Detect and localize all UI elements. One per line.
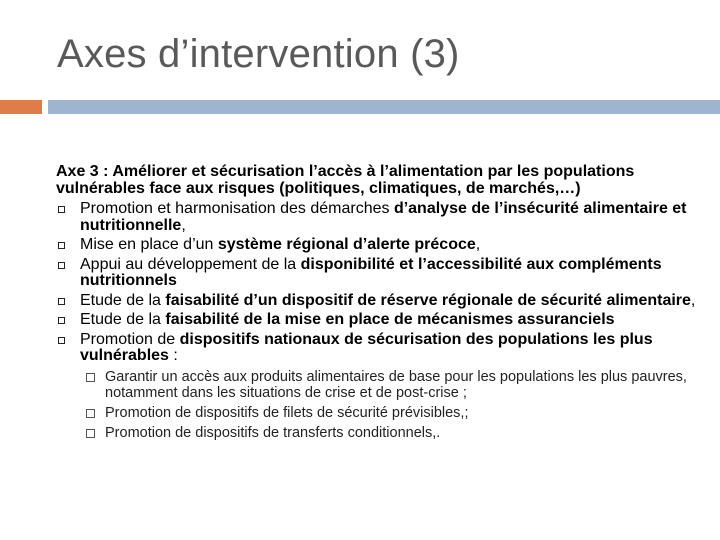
bullet-item <box>56 312 700 329</box>
sub-bullet-item <box>56 425 700 441</box>
bullet-text: Promotion et harmonisation des démarches <box>80 200 394 217</box>
square-bullet-icon <box>86 373 95 382</box>
title-rule <box>48 100 720 114</box>
bullet-text: Promotion de <box>80 330 180 348</box>
sub-bullet-text: Promotion de dispositifs de filets de sécurité prévisibles,; <box>105 404 469 421</box>
bullet-text: , <box>690 291 696 309</box>
sub-bullet-item <box>56 369 700 401</box>
bullet-text-bold: système régional d’alerte précoce <box>217 236 476 253</box>
square-bullet-icon <box>58 262 65 269</box>
bullet-text: , <box>475 236 481 253</box>
bullet-text-bold: faisabilité de la mise en place de mécanismes assuranciels <box>165 311 615 328</box>
axis-heading: Axe 3 : Améliorer et sécurisation l’accès à l’alimentation par les populations vulnérables face aux risques (politiques, climatiques, de marchés,…) <box>56 163 635 197</box>
square-bullet-icon <box>58 298 65 305</box>
square-bullet-icon <box>86 409 95 418</box>
bullet-text: Etude de la <box>80 291 166 309</box>
bullet-text: : <box>168 347 178 364</box>
bullet-text: , <box>181 216 186 234</box>
sub-bullet-text: Promotion de dispositifs de transferts conditionnels,. <box>105 424 441 441</box>
square-bullet-icon <box>86 429 95 438</box>
bullet-list <box>56 201 700 365</box>
square-bullet-icon <box>58 337 65 344</box>
bullet-text-bold: d’analyse de l’insécurité alimentaire et nutritionnelle <box>80 200 687 234</box>
sub-bullet-text: Garantir un accès aux produits alimentaires de base pour les populations les plus pauvres, notamment dans les situations de crise et de post-crise ; <box>105 368 687 401</box>
sub-bullet-item <box>56 405 700 421</box>
bullet-text-bold: dispositifs nationaux de sécurisation des populations les plus vulnérables <box>80 330 653 364</box>
bullet-item <box>56 257 700 290</box>
square-bullet-icon <box>58 206 65 213</box>
accent-bar <box>0 100 42 114</box>
slide-title: Axes d’intervention (3) <box>57 32 460 76</box>
bullet-item <box>56 332 700 365</box>
bullet-text: Mise en place d’un <box>80 236 218 253</box>
bullet-item <box>56 293 700 310</box>
square-bullet-icon <box>58 242 65 249</box>
square-bullet-icon <box>58 317 65 324</box>
bullet-text-bold: faisabilité d’un dispositif de réserve régionale de sécurité alimentaire <box>165 291 691 309</box>
bullet-text: Appui au développement de la <box>80 255 301 273</box>
bullet-text-bold: disponibilité et l’accessibilité aux compléments nutritionnels <box>80 255 662 289</box>
slide-body <box>56 164 700 444</box>
bullet-item <box>56 237 700 254</box>
bullet-item <box>56 201 700 234</box>
bullet-text: Etude de la <box>80 311 166 328</box>
sub-bullet-list <box>56 369 700 441</box>
